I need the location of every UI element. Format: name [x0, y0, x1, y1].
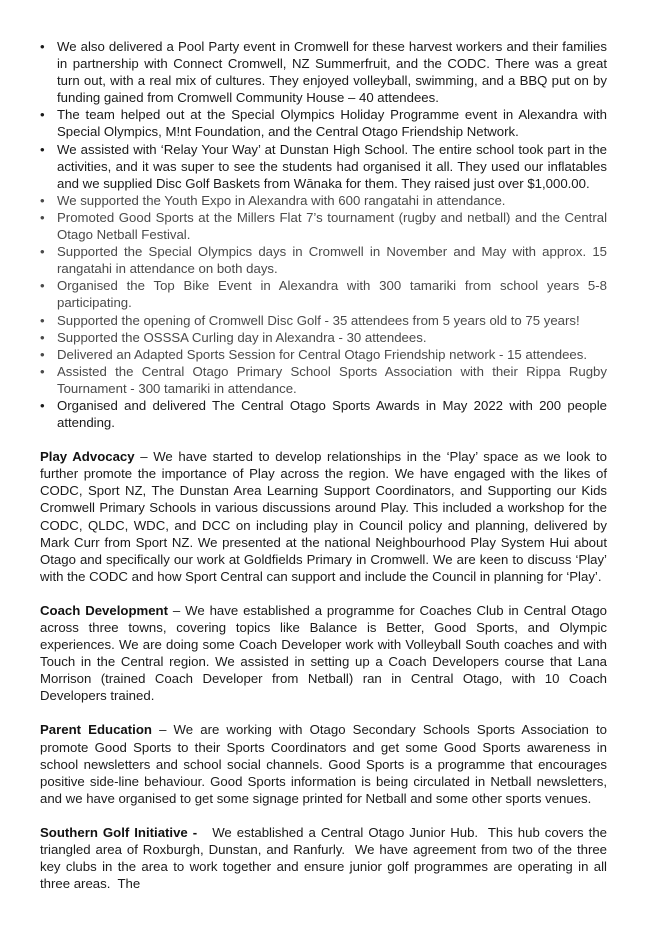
- bullet-dot-icon: •: [40, 244, 45, 260]
- bullet-item: • Supported the OSSSA Curling day in Alexandra - 30 attendees.: [40, 329, 427, 345]
- bullet-dot-icon: •: [40, 39, 45, 54]
- bullet-dot-icon: •: [40, 278, 45, 294]
- bullet-item: • We supported the Youth Expo in Alexandra with 600 rangatahi in attendance.: [40, 192, 506, 208]
- bullet-dot-icon: •: [40, 346, 45, 362]
- section-heading: Parent Education: [40, 722, 152, 738]
- bullet-dot-icon: •: [40, 397, 45, 413]
- bullet-item: • We assisted with ‘Relay Your Way’ at Dunstan High School. The entire school took part in the activities, and it was super to see the students had organised it all. They used our inflatables and we supplied Disc Golf Baskets from Wānaka for them. They raised just over $1,000.00.: [40, 141, 607, 191]
- bullet-dot-icon: •: [40, 209, 45, 225]
- bullet-item: • Organised the Top Bike Event in Alexandra with 300 tamariki from school years 5-8 participating.: [40, 278, 607, 311]
- section-body: – We have started to develop relationships in the ‘Play’ space as we look to further promote the importance of Play across the region. We have engaged with the likes of CODC, Sport NZ, The Dunstan Area Learning Support Coordinators, and Supporting our Kids Cromwell Primary Schools in various discussions around Play. This included a workshop for the CODC, QLDC, WDC, and DCC on including play in Council policy and planning, delivered by Mark Curr from Sport NZ. We presented at the national Neighbourhood Play System Hui about Otago and specifically our work at Goldfields Primary in Cromwell. We are keen to discuss ‘Play’ with the CODC and how Sport Central can support and include the Council in planning for ‘Play’.: [40, 449, 607, 584]
- section-coach-development: [40, 602, 607, 705]
- bullet-dot-icon: •: [40, 329, 45, 345]
- section-heading: Play Advocacy: [40, 449, 135, 465]
- bullet-item: • Delivered an Adapted Sports Session for Central Otago Friendship network - 15 attendees.: [40, 346, 587, 362]
- bullet-item: • Organised and delivered The Central Otago Sports Awards in May 2022 with 200 people attending.: [40, 397, 607, 431]
- section-parent-education: [40, 721, 607, 806]
- bullet-item: • Promoted Good Sports at the Millers Flat 7’s tournament (rugby and netball) and the Central Otago Netball Festival.: [40, 209, 607, 243]
- activity-bullet-list: [40, 38, 607, 431]
- section-body: We established a Central Otago Junior Hub. This hub covers the triangled area of Roxburgh, Dunstan, and Ranfurly. We have agreement from two of the three key clubs in the area to work together and ensure junior golf programmes are operating in all three areas. The: [40, 824, 611, 892]
- section-body: – We have established a programme for Coaches Club in Central Otago across three towns, covering topics like Balance is Better, Good Sports, and Olympic experiences. We are doing some Coach Developer work with Volleyball South coaches and with Touch in the Central region. We assisted in setting up a Coach Developers course that Lana Morrison (trained Coach Developer from Netball) ran in Central Otago, with 10 Coach Developers trained.: [40, 602, 607, 704]
- bullet-item: • Assisted the Central Otago Primary School Sports Association with their Rippa Rugby Tournament - 300 tamariki in attendance.: [40, 363, 607, 396]
- bullet-dot-icon: •: [40, 192, 45, 208]
- bullet-item: • The team helped out at the Special Olympics Holiday Programme event in Alexandra with Special Olympics, M!nt Foundation, and the Central Otago Friendship Network.: [40, 107, 607, 140]
- bullet-dot-icon: •: [40, 363, 45, 379]
- bullet-dot-icon: •: [40, 141, 45, 157]
- bullet-dot-icon: •: [40, 107, 45, 123]
- section-southern-golf-initiative: [40, 824, 611, 892]
- section-body: – We are working with Otago Secondary Schools Sports Association to promote Good Sports to their Sports Coordinators and get some Good Sports awareness in school newsletters and school social channels. Good Sports is a programme that encourages positive side-line behaviour. Good Sports information is being circulated in Netball newsletters, and we have organised to get some signage printed for Netball and some other sports venues.: [40, 722, 608, 806]
- section-play-advocacy: [40, 448, 607, 585]
- bullet-item: • Supported the Special Olympics days in Cromwell in November and May with approx. 15 rangatahi in attendance on both days.: [40, 244, 607, 277]
- section-heading: Southern Golf Initiative -: [40, 824, 198, 840]
- bullet-item: • We also delivered a Pool Party event in Cromwell for these harvest workers and their families in partnership with Connect Cromwell, NZ Summerfruit, and the CODC. There was a great turn out, with a real mix of cultures. They enjoyed volleyball, swimming, and a BBQ put on by funding gained from Cromwell Community House – 40 attendees.: [40, 39, 607, 106]
- bullet-dot-icon: •: [40, 312, 45, 328]
- section-heading: Coach Development: [40, 602, 169, 618]
- bullet-item: • Supported the opening of Cromwell Disc Golf - 35 attendees from 5 years old to 75 years!: [40, 312, 580, 328]
